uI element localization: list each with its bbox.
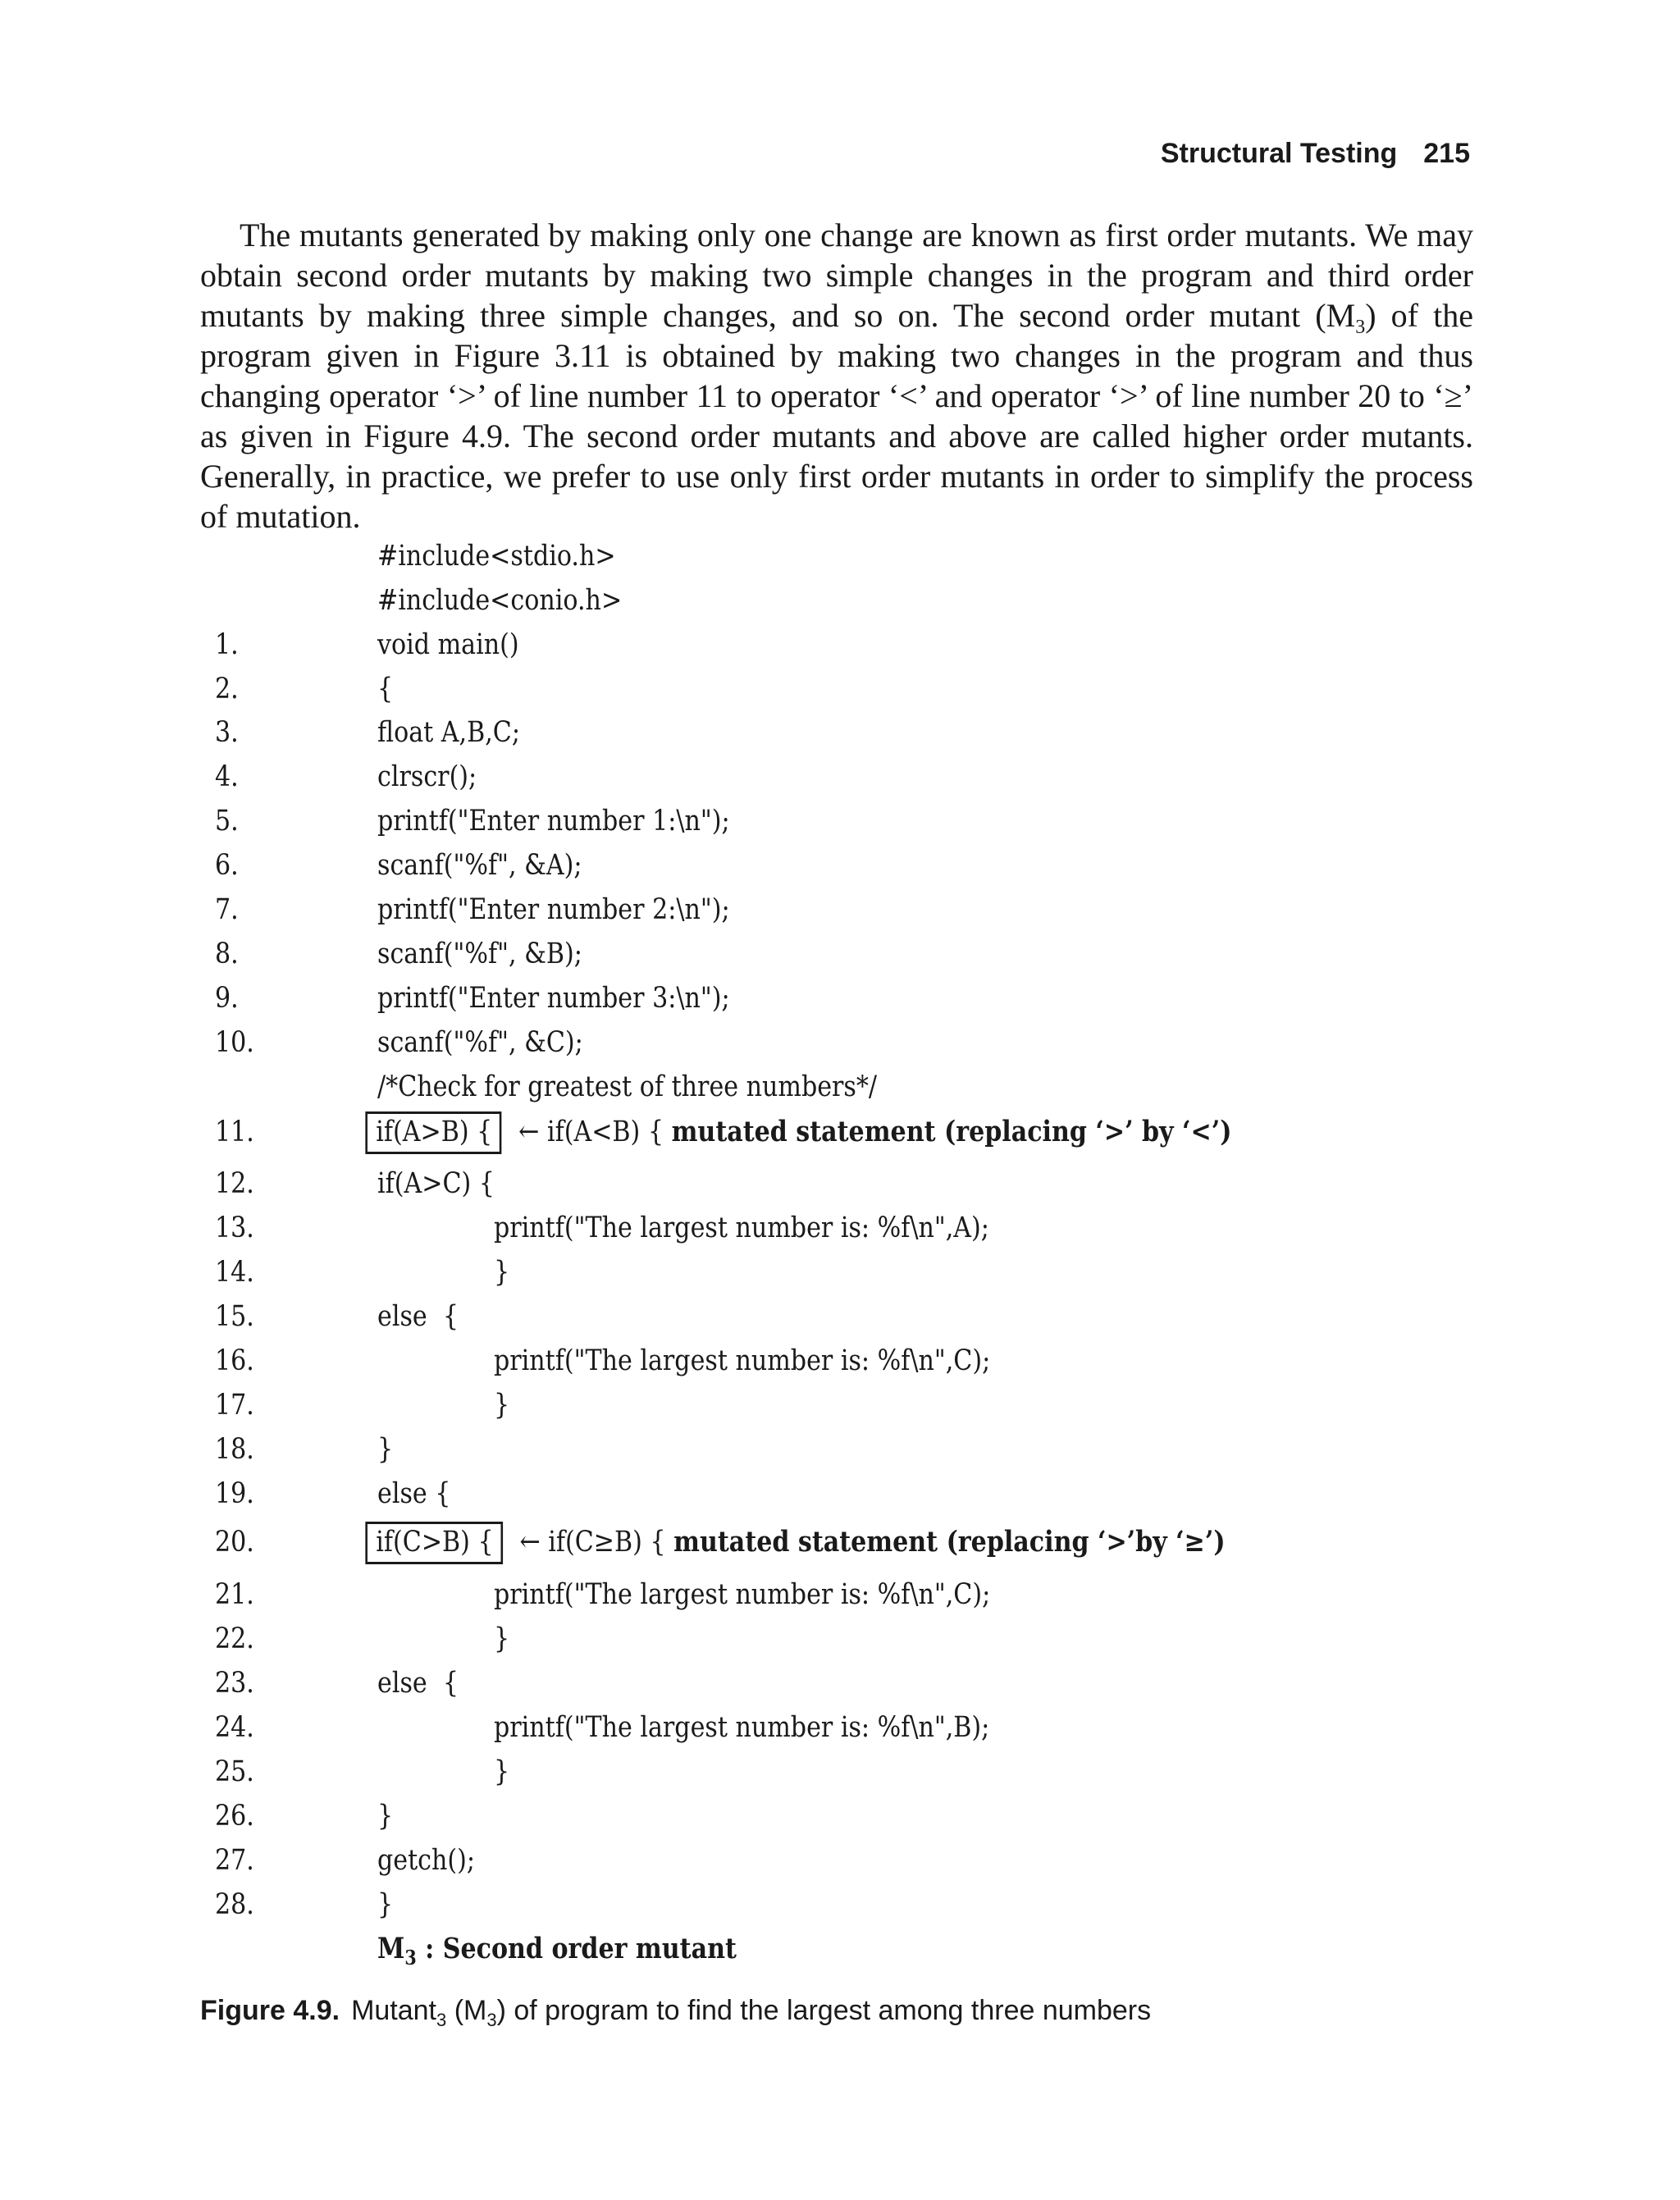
line-number: 18. <box>215 1433 254 1466</box>
line-number: 5. <box>215 805 239 838</box>
line-number: 25. <box>215 1755 254 1788</box>
line-number: 23. <box>215 1667 254 1700</box>
line-number: 7. <box>215 893 239 926</box>
line-number: 12. <box>215 1167 254 1200</box>
line-number: 4. <box>215 760 239 793</box>
line-number: 6. <box>215 849 239 882</box>
code-line: scanf("%f", &B); <box>377 938 582 970</box>
code-line: } <box>494 1623 510 1655</box>
mutated-line <box>377 1116 1231 1148</box>
code-line: float A,B,C; <box>377 716 520 749</box>
line-number: 2. <box>215 673 239 705</box>
code-line: printf("Enter number 2:\n"); <box>377 893 730 926</box>
code-line: printf("Enter number 3:\n"); <box>377 982 730 1015</box>
code-line: void main() <box>377 628 519 661</box>
code-line: scanf("%f", &C); <box>377 1026 583 1059</box>
code-line: getch(); <box>377 1844 476 1877</box>
line-number: 14. <box>215 1256 254 1289</box>
line-number: 13. <box>215 1212 254 1244</box>
code-line: } <box>494 1256 510 1289</box>
line-number: 9. <box>215 982 239 1015</box>
paragraph-part-2: ) of the program given in Figure 3.11 is obtained by making two changes in the program and thus changing operator ‘>’ of line number 11 to operator ‘<’ and operator ‘>’ of line number 20 to ‘≥’ as given in Figure 4.9. The second order mutants and above are called higher order mutants. Generally, in practice, we prefer to use only first order mutants in order to simplify the process of mutation. <box>200 297 1473 535</box>
code-line: } <box>494 1755 510 1788</box>
caption-subscript-1: 3 <box>436 2010 447 2030</box>
caption-text-1: Mutant <box>351 1995 437 2026</box>
caption-text-3: ) of program to find the largest among three numbers <box>496 1995 1152 2026</box>
caption-subscript-2: 3 <box>486 2010 497 2030</box>
code-line: else { <box>377 1300 459 1333</box>
mutant-label <box>377 1932 737 1970</box>
code-line: { <box>377 673 394 705</box>
line-number: 28. <box>215 1888 254 1921</box>
include-conio: #include<conio.h> <box>377 584 623 617</box>
mutation-note: mutated statement (replacing ‘>’by ‘≥’) <box>673 1525 1226 1559</box>
mutant-label-text: : Second order mutant <box>416 1932 737 1965</box>
mutation-box: if(C>B) { <box>365 1522 502 1564</box>
code-line: printf("The largest number is: %f\n",C); <box>494 1578 991 1611</box>
code-line: } <box>494 1389 510 1422</box>
line-number: 24. <box>215 1711 254 1744</box>
code-comment: /*Check for greatest of three numbers*/ <box>377 1070 878 1103</box>
code-line: clrscr(); <box>377 760 477 793</box>
line-number: 8. <box>215 938 239 970</box>
mutation-box: if(A>B) { <box>365 1111 501 1154</box>
code-line: else { <box>377 1667 459 1700</box>
code-line: printf("The largest number is: %f\n",A); <box>494 1212 989 1244</box>
paragraph-subscript: 3 <box>1355 317 1366 338</box>
include-stdio: #include<stdio.h> <box>377 540 616 573</box>
code-line: } <box>377 1433 394 1466</box>
line-number: 26. <box>215 1800 254 1833</box>
figure-caption <box>200 1995 1152 2030</box>
line-number: 17. <box>215 1389 254 1422</box>
code-line: else { <box>377 1477 451 1510</box>
line-number: 3. <box>215 716 239 749</box>
line-number: 11. <box>215 1116 254 1148</box>
code-line: printf("The largest number is: %f\n",C); <box>494 1344 991 1377</box>
line-number: 27. <box>215 1844 254 1877</box>
line-number: 15. <box>215 1300 254 1333</box>
code-line: printf("Enter number 1:\n"); <box>377 805 730 838</box>
code-line: scanf("%f", &A); <box>377 849 582 882</box>
code-line: } <box>377 1800 394 1833</box>
line-number: 21. <box>215 1578 254 1611</box>
mutation-note: mutated statement (replacing ‘>’ by ‘<’) <box>671 1115 1232 1148</box>
code-line: } <box>377 1888 394 1921</box>
caption-text-2: (M <box>446 1995 487 2026</box>
code-line: printf("The largest number is: %f\n",B); <box>494 1711 990 1744</box>
line-number: 1. <box>215 628 239 661</box>
paragraph-part-1: The mutants generated by making only one change are known as first order mutants. We may obtain second order mutants by making two simple changes in the program and third order mutants by making three simple changes, and so on. The second order mutant (M <box>200 217 1473 334</box>
mutation-replacement: ← if(C≥B) { <box>519 1526 666 1559</box>
line-number: 16. <box>215 1344 254 1377</box>
code-line: if(A>C) { <box>377 1167 495 1200</box>
page-number: 215 <box>1423 138 1470 169</box>
mutant-label-subscript: 3 <box>404 1946 417 1970</box>
line-number: 22. <box>215 1623 254 1655</box>
mutation-replacement: ← if(A<B) { <box>518 1116 664 1148</box>
line-number: 10. <box>215 1026 254 1059</box>
line-number: 20. <box>215 1526 254 1559</box>
mutated-line <box>377 1526 1226 1559</box>
figure-number: Figure 4.9. <box>200 1995 340 2026</box>
section-title: Structural Testing <box>1160 138 1398 169</box>
mutant-label-m: M <box>377 1932 405 1965</box>
line-number: 19. <box>215 1477 254 1510</box>
